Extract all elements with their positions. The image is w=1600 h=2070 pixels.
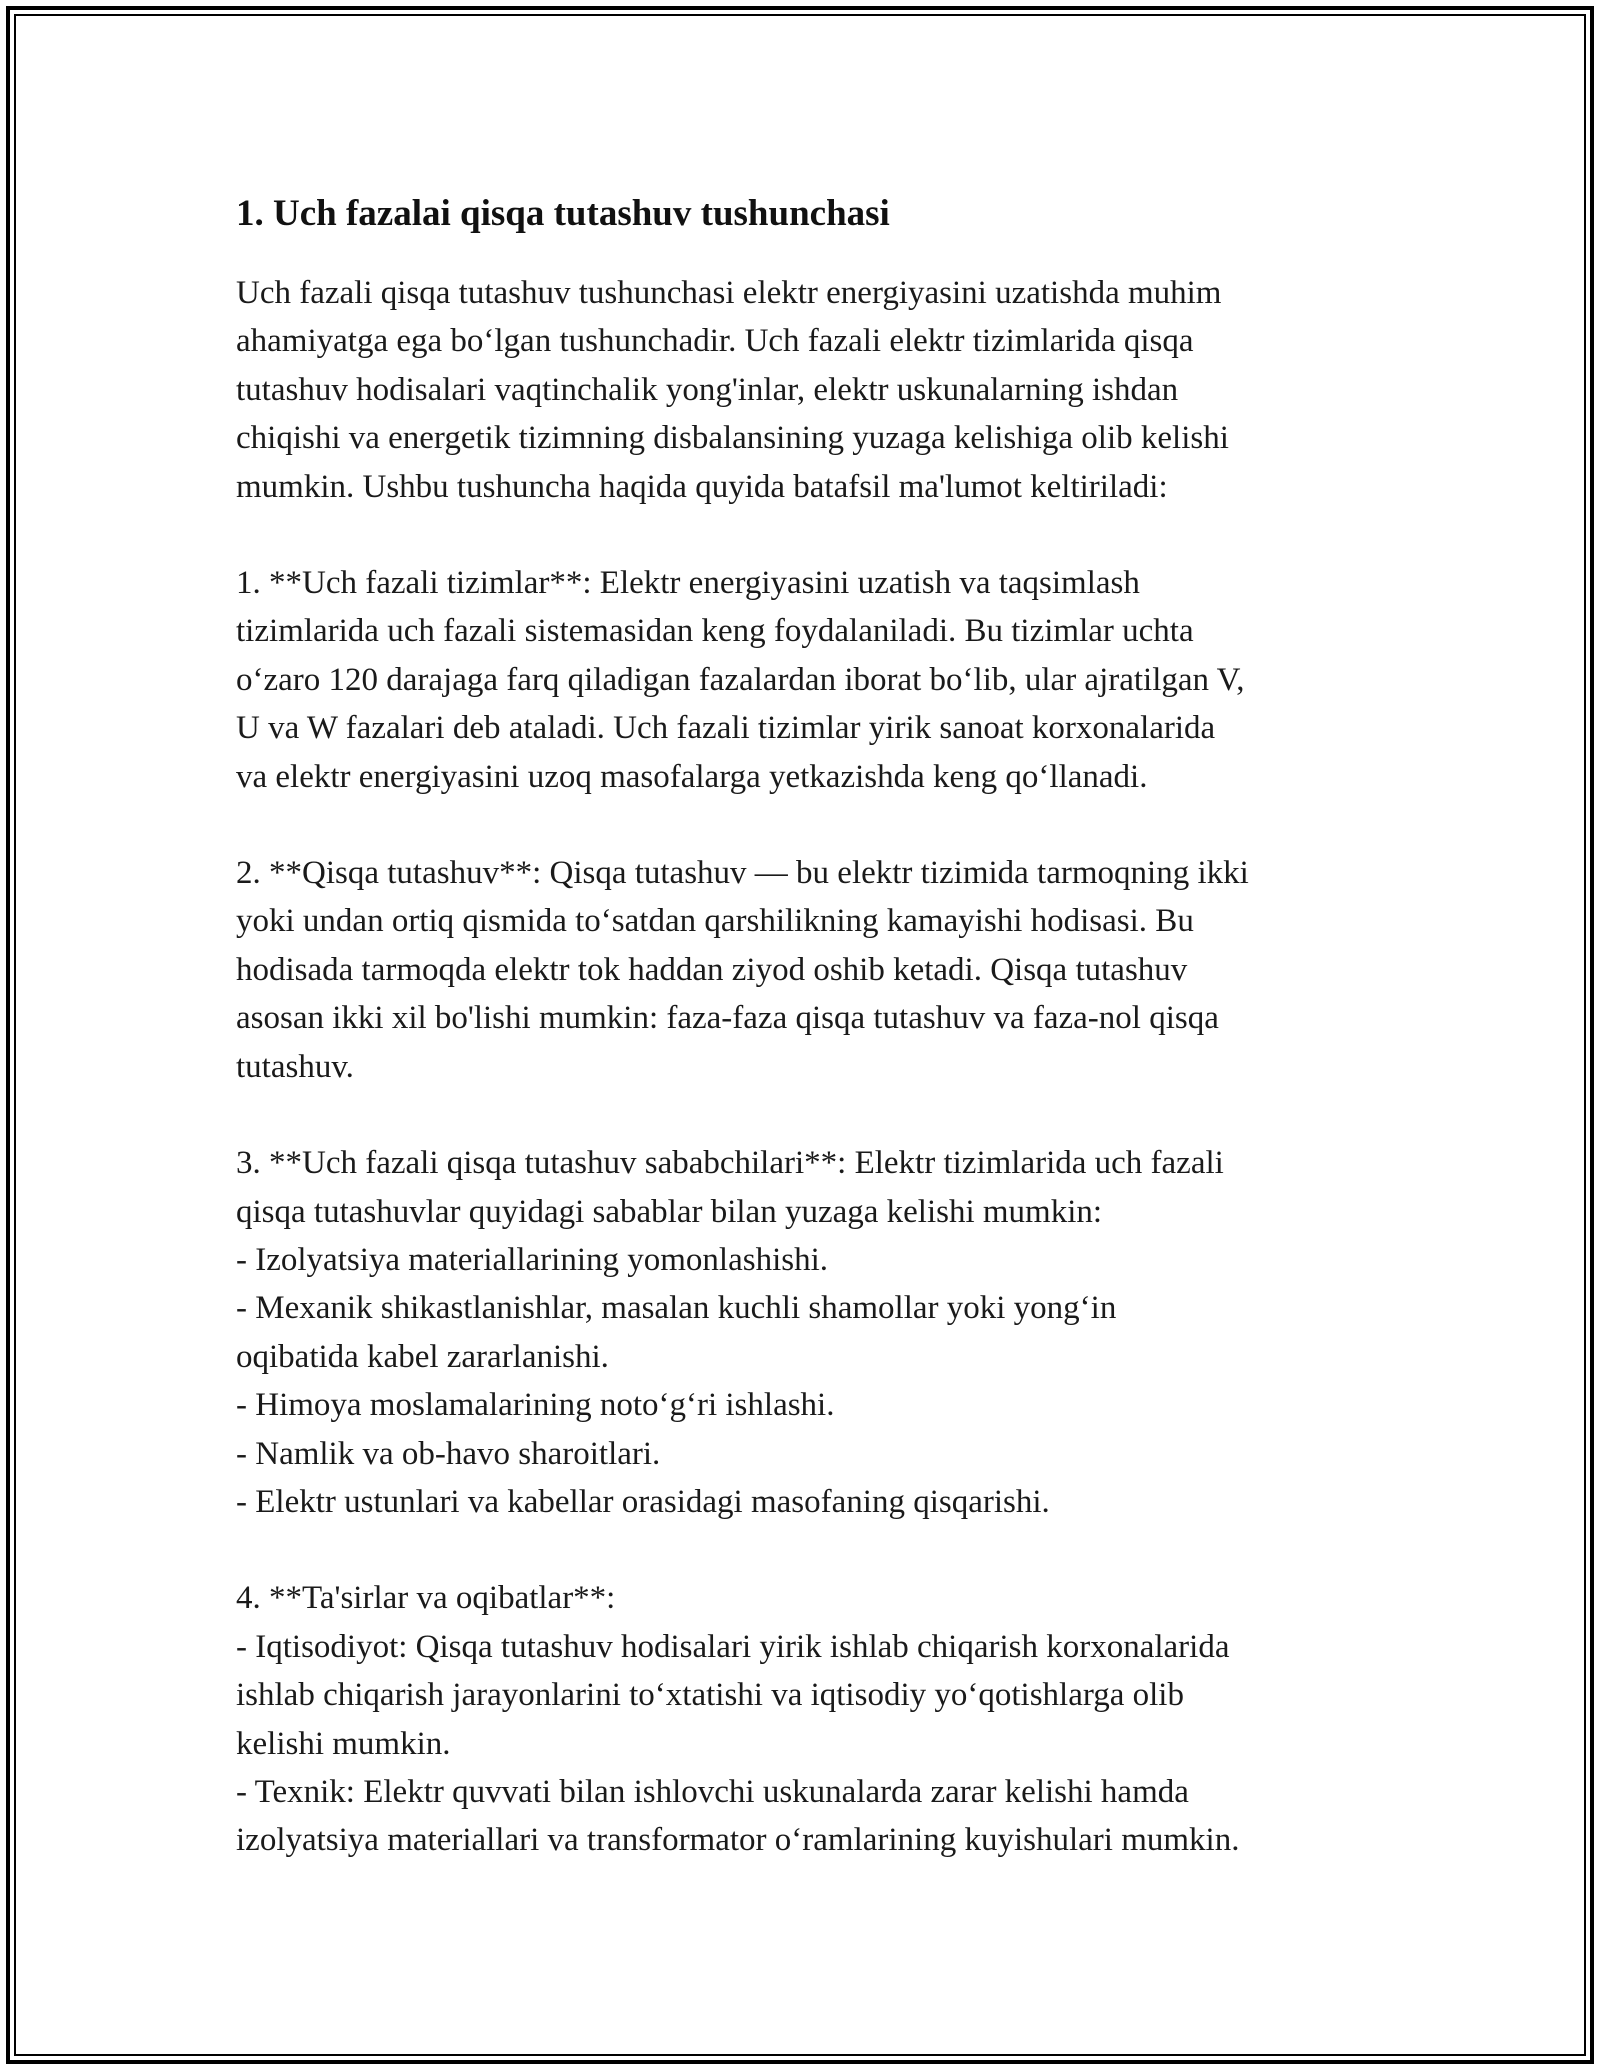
section-4-paragraph: 4. **Ta'sirlar va oqibatlar**: - Iqtisodiyot: Qisqa tutashuv hodisalari yirik ishlab chiqarish korxonalarida ishlab chiqarish jarayonlarini to‘xtatishi va iqtisodiy yo‘qotishlarga olib kelishi mumkin. - Texnik: Elektr quvvati bilan ishlovchi uskunalarda zarar kelishi hamda izolyatsiya materiallari va transformator o‘ramlarining kuyishulari mumkin.	[236, 1580, 1240, 1859]
paragraph-spacer	[236, 1526, 1386, 1574]
document-body	[236, 185, 1386, 1865]
section-2-paragraph: 2. **Qisqa tutashuv**: Qisqa tutashuv — bu elektr tizimida tarmoqning ikki yoki undan ortiq qismida to‘satdan qarshilikning kamayishi hodisasi. Bu hodisada tarmoqda elektr tok haddan ziyod oshib ketadi. Qisqa tutashuv asosan ikki xil bo'lishi mumkin: faza-faza qisqa tutashuv va faza-nol qisqa tutashuv.	[236, 855, 1249, 1085]
paragraph-spacer	[236, 1091, 1386, 1139]
section-1-paragraph: 1. **Uch fazali tizimlar**: Elektr energiyasini uzatish va taqsimlash tizimlarida uch fazali sistemasidan keng foydalaniladi. Bu tizimlar uchta o‘zaro 120 darajaga farq qiladigan fazalardan iborat bo‘lib, ular ajratilgan V, U va W fazalari deb ataladi. Uch fazali tizimlar yirik sanoat korxonalarida va elektr energiyasini uzoq masofalarga yetkazishda keng qo‘llanadi.	[236, 565, 1245, 795]
section-3-paragraph: 3. **Uch fazali qisqa tutashuv sababchilari**: Elektr tizimlarida uch fazali qisqa tutashuvlar quyidagi sabablar bilan yuzaga kelishi mumkin: - Izolyatsiya materiallarining yomonlashishi. - Mexanik shikastlanishlar, masalan kuchli shamollar yoki yong‘in oqibatida kabel zararlanishi. - Himoya moslamalarining noto‘g‘ri ishlashi. - Namlik va ob-havo sharoitlari. - Elektr ustunlari va kabellar orasidagi masofaning qisqarishi.	[236, 1145, 1224, 1520]
paragraph-spacer	[236, 801, 1386, 849]
intro-paragraph: Uch fazali qisqa tutashuv tushunchasi elektr energiyasini uzatishda muhim ahamiyatga ega bo‘lgan tushunchadir. Uch fazali elektr tizimlarida qisqa tutashuv hodisalari vaqtinchalik yong'inlar, elektr uskunalarning ishdan chiqishi va energetik tizimning disbalansining yuzaga kelishiga olib kelishi mumkin. Ushbu tushuncha haqida quyida batafsil ma'lumot keltiriladi:	[236, 275, 1229, 505]
paragraph-spacer	[236, 511, 1386, 559]
section-heading: 1. Uch fazalai qisqa tutashuv tushunchasi	[236, 193, 890, 234]
